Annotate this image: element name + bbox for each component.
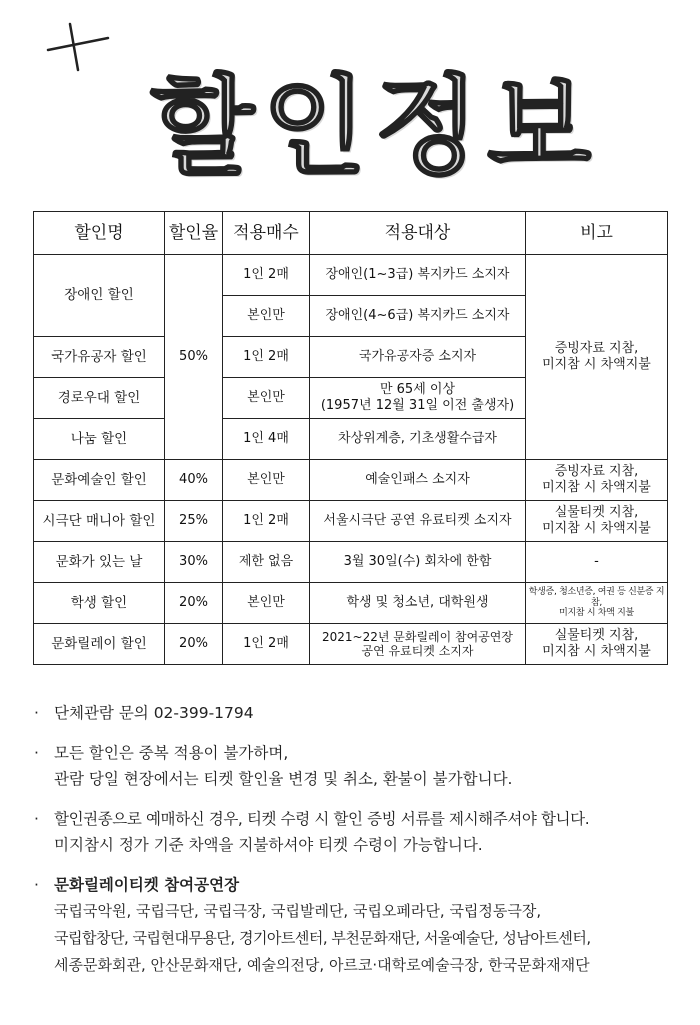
ticket-count: 1인 2매 [223, 501, 310, 542]
remark: - [526, 542, 668, 583]
discount-name: 장애인 할인 [34, 255, 165, 337]
note-proof [32, 806, 682, 858]
discount-name: 문화가 있는 날 [34, 542, 165, 583]
discount-table [33, 211, 668, 665]
discount-rate: 40% [165, 460, 223, 501]
venue-line: 국립합창단, 국립현대무용단, 경기아트센터, 부천문화재단, 서울예술단, 성남아트센터, [54, 929, 591, 947]
bullet: · [34, 744, 39, 762]
ticket-count: 1인 2매 [223, 255, 310, 296]
ticket-count: 제한 없음 [223, 542, 310, 583]
discount-rate: 20% [165, 583, 223, 624]
note-no-duplicate [32, 740, 682, 792]
remark: 실물티켓 지참, 미지참 시 차액지불 [526, 624, 668, 665]
page-title: 할인정보 [150, 64, 600, 190]
eligibility: 만 65세 이상 (1957년 12월 31일 이전 출생자) [310, 378, 526, 419]
eligibility: 2021~22년 문화릴레이 참여공연장 공연 유료티켓 소지자 [310, 624, 526, 665]
ticket-count: 1인 2매 [223, 624, 310, 665]
table-row [34, 501, 668, 542]
discount-name: 문화릴레이 할인 [34, 624, 165, 665]
eligibility: 장애인(1~3급) 복지카드 소지자 [310, 255, 526, 296]
eligibility: 서울시극단 공연 유료티켓 소지자 [310, 501, 526, 542]
table-row [34, 460, 668, 501]
note-line: 모든 할인은 중복 적용이 불가하며, [54, 744, 289, 762]
note-group-inquiry [32, 700, 682, 726]
ticket-count: 본인만 [223, 583, 310, 624]
eligibility: 장애인(4~6급) 복지카드 소지자 [310, 296, 526, 337]
note-line: 할인권종으로 예매하신 경우, 티켓 수령 시 할인 증빙 서류를 제시해주셔야 합니다. [54, 810, 590, 828]
ticket-count: 본인만 [223, 296, 310, 337]
note-line: 단체관람 문의 02-399-1794 [54, 704, 254, 722]
remark: 증빙자료 지참, 미지참 시 차액지불 [526, 255, 668, 460]
header-name: 할인명 [34, 212, 165, 255]
eligibility: 3월 30일(수) 회차에 한함 [310, 542, 526, 583]
note-line: 미지참시 정가 기준 차액을 지불하셔야 티켓 수령이 가능합니다. [54, 836, 483, 854]
note-line: 관람 당일 현장에서는 티켓 할인율 변경 및 취소, 환불이 불가합니다. [54, 770, 513, 788]
table-row [34, 255, 668, 296]
eligibility: 국가유공자증 소지자 [310, 337, 526, 378]
venue-line: 국립국악원, 국립극단, 국립극장, 국립발레단, 국립오페라단, 국립정동극장, [54, 902, 542, 920]
bullet: · [34, 876, 39, 894]
discount-name: 학생 할인 [34, 583, 165, 624]
venues-heading: 문화릴레이티켓 참여공연장 [54, 876, 240, 894]
discount-name: 국가유공자 할인 [34, 337, 165, 378]
table-header-row [34, 212, 668, 255]
remark: 실물티켓 지참, 미지참 시 차액지불 [526, 501, 668, 542]
header-note: 비고 [526, 212, 668, 255]
discount-name: 시극단 매니아 할인 [34, 501, 165, 542]
ticket-count: 본인만 [223, 460, 310, 501]
discount-rate: 30% [165, 542, 223, 583]
ticket-count: 1인 2매 [223, 337, 310, 378]
header-rate: 할인율 [165, 212, 223, 255]
ticket-count: 본인만 [223, 378, 310, 419]
discount-name: 경로우대 할인 [34, 378, 165, 419]
discount-name: 나눔 할인 [34, 419, 165, 460]
bullet: · [34, 810, 39, 828]
discount-rate: 25% [165, 501, 223, 542]
notes-section [32, 700, 682, 993]
discount-rate: 50% [165, 255, 223, 460]
note-venues [32, 872, 682, 979]
remark: 증빙자료 지참, 미지참 시 차액지불 [526, 460, 668, 501]
table-row [34, 583, 668, 624]
ticket-count: 1인 4매 [223, 419, 310, 460]
header-target: 적용대상 [310, 212, 526, 255]
eligibility: 예술인패스 소지자 [310, 460, 526, 501]
discount-rate: 20% [165, 624, 223, 665]
discount-name: 문화예술인 할인 [34, 460, 165, 501]
remark: 학생증, 청소년증, 여권 등 신분증 지참, 미지참 시 차액 지불 [526, 583, 668, 624]
sparkle-icon [40, 10, 160, 90]
header-count: 적용매수 [223, 212, 310, 255]
venue-line: 세종문화회관, 안산문화재단, 예술의전당, 아르코·대학로예술극장, 한국문화재재단 [54, 956, 590, 974]
header [0, 0, 700, 210]
eligibility: 학생 및 청소년, 대학원생 [310, 583, 526, 624]
eligibility: 차상위계층, 기초생활수급자 [310, 419, 526, 460]
bullet: · [34, 704, 39, 722]
table-row [34, 624, 668, 665]
table-row [34, 542, 668, 583]
